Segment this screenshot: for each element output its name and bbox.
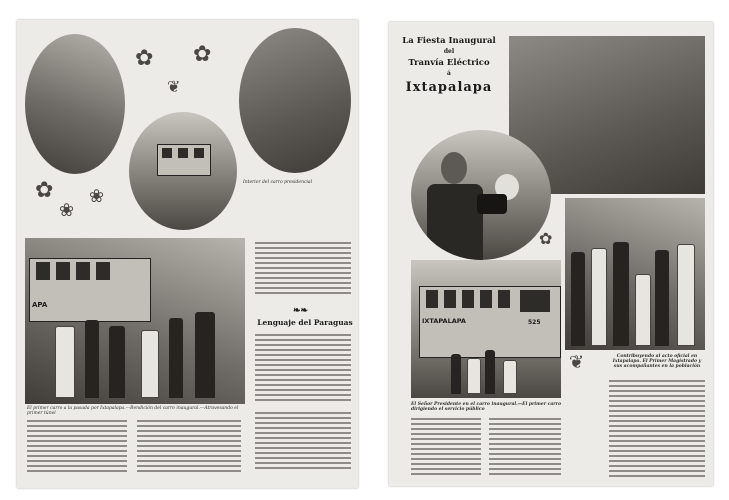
flower-ornament-icon: ❀: [59, 200, 75, 221]
flower-ornament-icon: ❀: [89, 186, 105, 207]
article-text-bottom-middle: [137, 420, 241, 480]
title-line-3: Tranvía Eléctrico: [408, 58, 490, 68]
flower-ornament-icon: ✿: [35, 178, 54, 203]
article-text-bottom-left: [27, 420, 127, 480]
tram-ixtapalapa-photo: [411, 260, 561, 398]
article-text-bottom-right: [255, 412, 351, 480]
interior-oval-photo: [239, 28, 351, 173]
caption-side: Contribuyendo al acto oficial en Ixtapalapa. El Primer Magistrado y sus acompañantes en la población: [612, 354, 702, 369]
article-text-col-2: [489, 418, 561, 480]
article-text-col-3: [609, 380, 705, 480]
procession-photo: [25, 238, 245, 404]
leaf-ornament-icon: ❦: [569, 352, 585, 373]
caption-bottom: El primer carro a la pasada por Ixtapalapa.—Bendición del carro inaugural.—Atravesando el primer túnel: [27, 406, 239, 416]
title-line-2: del: [443, 48, 455, 55]
title-line-5: Ixtapalapa: [405, 80, 493, 95]
flower-ornament-icon: ✿: [539, 229, 553, 248]
tram-destination-board: IXTAPALAPA: [422, 317, 466, 325]
tram-destination-board: APA: [32, 301, 48, 309]
right-magazine-page: [389, 22, 713, 486]
section-title: Lenguaje del Paraguas: [257, 318, 353, 327]
tram-oval-photo: [129, 112, 237, 230]
section-ornament: ❧❧: [293, 306, 309, 316]
title-line-4: á: [447, 70, 451, 77]
flower-ornament-icon: ✿: [135, 46, 154, 71]
leaf-ornament-icon: ❦: [167, 77, 181, 96]
article-text-col-1: [411, 418, 481, 480]
officials-group-photo: [565, 198, 705, 350]
crowd-oval-photo: [25, 34, 125, 174]
tram-number: 525: [528, 319, 541, 326]
article-text-right-column: [255, 242, 351, 302]
title-line-1: La Fiesta Inaugural: [402, 36, 496, 46]
president-portrait-photo: [411, 130, 551, 260]
caption-bottom-right: El Señor Presidente en el carro inaugural.—El primer carro dirigiendo el servicio público: [411, 402, 562, 412]
caption-interior: Interior del carro presidencial: [243, 180, 313, 185]
flower-ornament-icon: ✿: [193, 42, 212, 67]
article-text-paraguas: [255, 334, 351, 406]
left-magazine-page: [17, 20, 358, 488]
